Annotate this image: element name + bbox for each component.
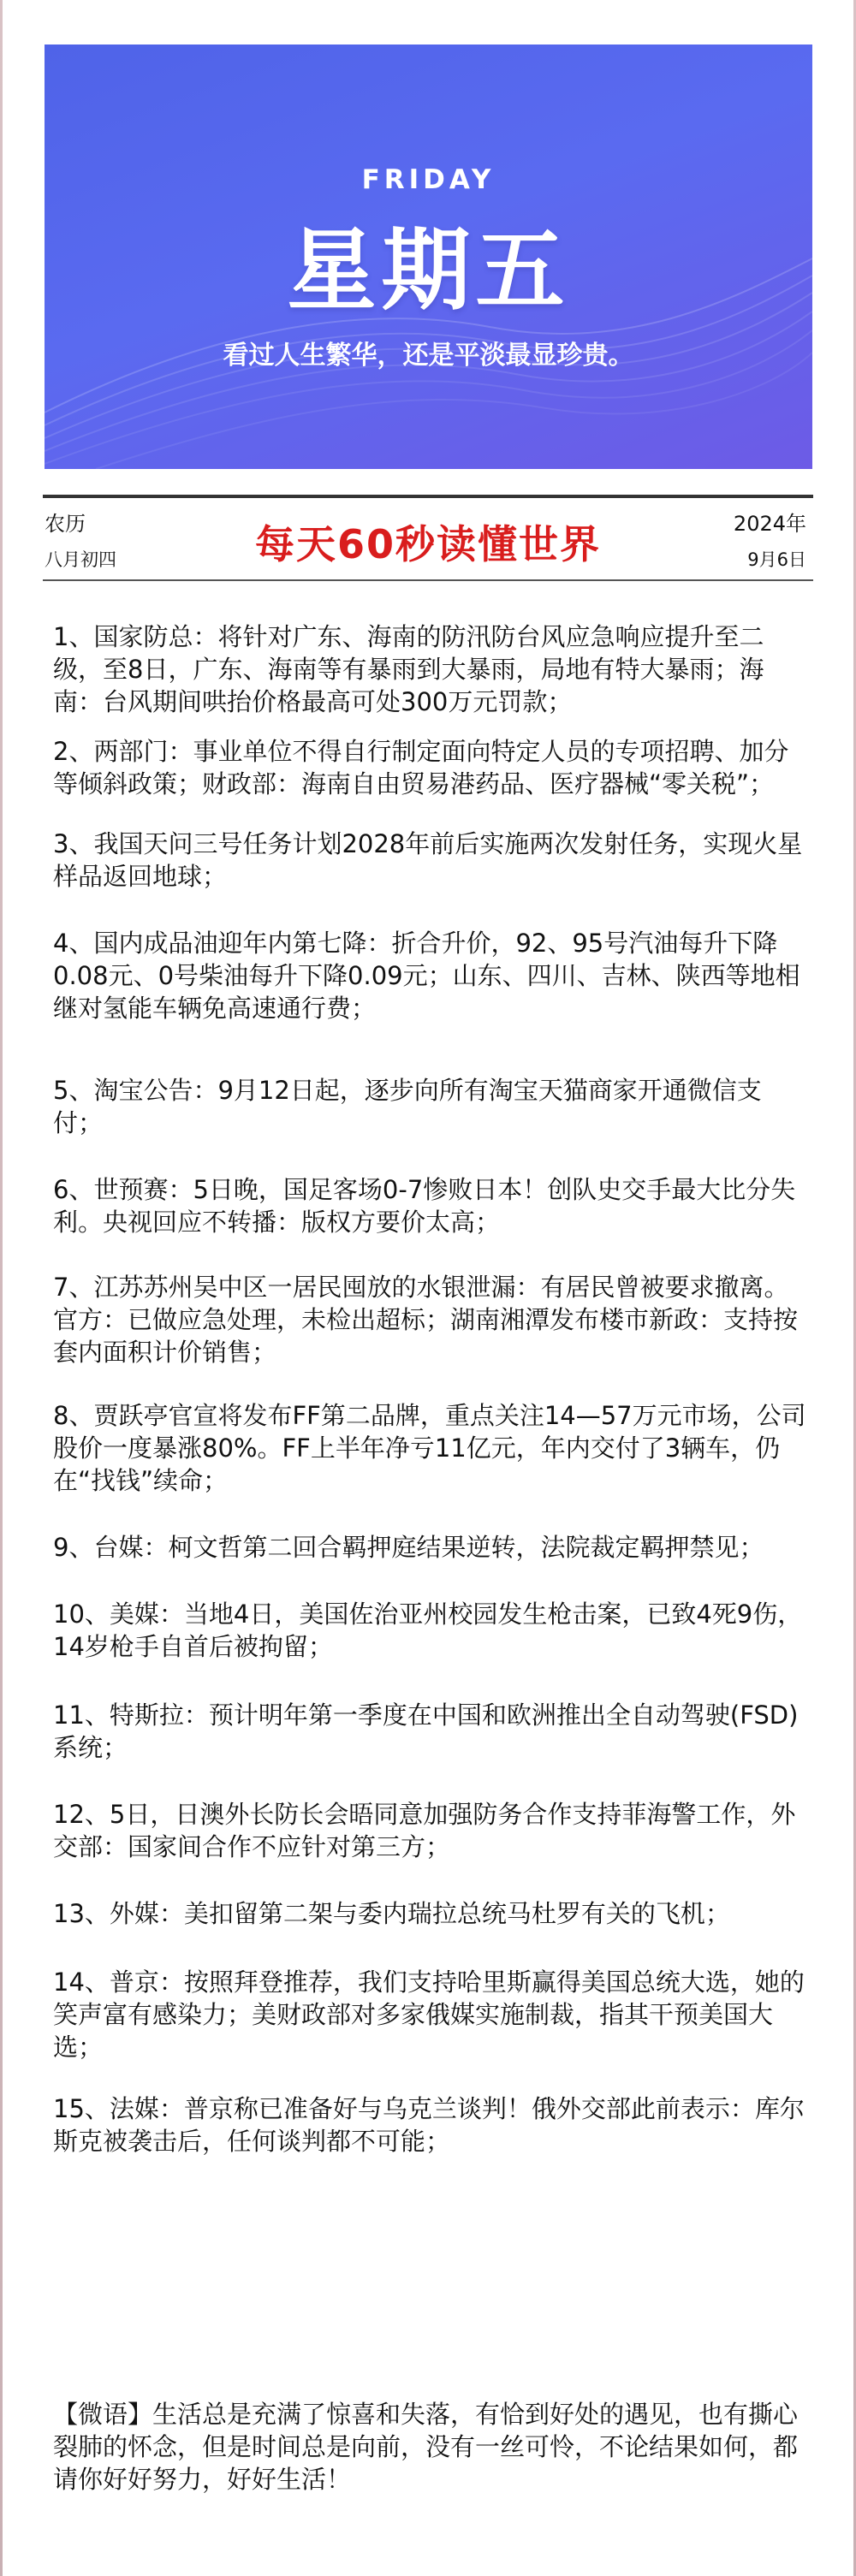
news-item: 1、国家防总：将针对广东、海南的防汛防台风应急响应提升至二级，至8日，广东、海南等有暴雨到大暴雨，局地有特大暴雨；海南：台风期间哄抬价格最高可处300万元罚款； (53, 622, 764, 716)
lunar-date: 八月初四 (45, 549, 116, 570)
news-item: 12、5日，日澳外长防长会晤同意加强防务合作支持菲海警工作，外交部：国家间合作不应针对第三方； (53, 1800, 796, 1861)
day-chinese: 星期五 (287, 218, 570, 323)
header-rule-bottom (43, 579, 813, 581)
news-list (53, 620, 806, 2158)
news-item: 10、美媒：当地4日，美国佐治亚州校园发生枪击案，已致4死9伤，14岁枪手自首后被拘留； (53, 1600, 803, 1661)
news-item: 9、台媒：柯文哲第二回合羁押庭结果逆转，法院裁定羁押禁见； (53, 1533, 764, 1562)
news-item: 15、法媒：普京称已准备好与乌克兰谈判！俄外交部此前表示：库尔斯克被袭击后，任何谈判都不可能； (53, 2094, 805, 2156)
year-label: 2024年 (733, 512, 806, 536)
news-item: 7、江苏苏州吴中区一居民囤放的水银泄漏：有居民曾被要求撤离。官方：已做应急处理，未检出超标；湖南湘潭发布楼市新政：支持按套内面积计价销售； (53, 1273, 799, 1367)
left-border (0, 0, 3, 2576)
news-item: 8、贾跃亭官宣将发布FF第二品牌，重点关注14—57万元市场，公司股价一度暴涨80%。FF上半年净亏11亿元，年内交付了3辆车，仍在“找钱”续命； (53, 1401, 806, 1495)
news-item: 11、特斯拉：预计明年第一季度在中国和欧洲推出全自动驾驶(FSD)系统； (53, 1701, 799, 1762)
page-title: 每天60秒读懂世界 (254, 521, 601, 567)
news-item: 6、世预赛：5日晚，国足客场0-7惨败日本！创队史交手最大比分失利。央视回应不转播：版权方要价太高； (53, 1175, 796, 1237)
day-english: FRIDAY (361, 164, 496, 195)
news-item: 3、我国天问三号任务计划2028年前后实施两次发射任务，实现火星样品返回地球； (53, 829, 803, 891)
header-rule-top (43, 495, 813, 498)
closing-remark: 【微语】生活总是充满了惊喜和失落，有恰到好处的遇见，也有撕心裂肺的怀念，但是时间总是向前，没有一丝可怜，不论结果如何，都请你好好努力，好好生活！ (53, 2400, 799, 2494)
news-item: 14、普京：按照拜登推荐，我们支持哈里斯赢得美国总统大选，她的笑声富有感染力；美财政部对多家俄媒实施制裁，指其干预美国大选； (53, 1968, 805, 2062)
news-item: 5、淘宝公告：9月12日起，逐步向所有淘宝天猫商家开通微信支付； (53, 1076, 762, 1137)
news-item: 4、国内成品油迎年内第七降：折合升价，92、95号汽油每升下降0.08元、0号柴油每升下降0.09元；山东、四川、吉林、陕西等地相继对氢能车辆免高速通行费； (53, 929, 800, 1023)
news-item: 2、两部门：事业单位不得自行制定面向特定人员的专项招聘、加分等倾斜政策；财政部：海南自由贸易港药品、医疗器械“零关税”； (53, 737, 789, 798)
header-banner (45, 45, 812, 469)
news-item: 13、外媒：美扣留第二架与委内瑞拉总统马杜罗有关的飞机； (53, 1899, 730, 1928)
date-label: 9月6日 (747, 549, 806, 570)
banner-motto: 看过人生繁华，还是平淡最显珍贵。 (223, 341, 634, 371)
lunar-label: 农历 (45, 512, 86, 536)
